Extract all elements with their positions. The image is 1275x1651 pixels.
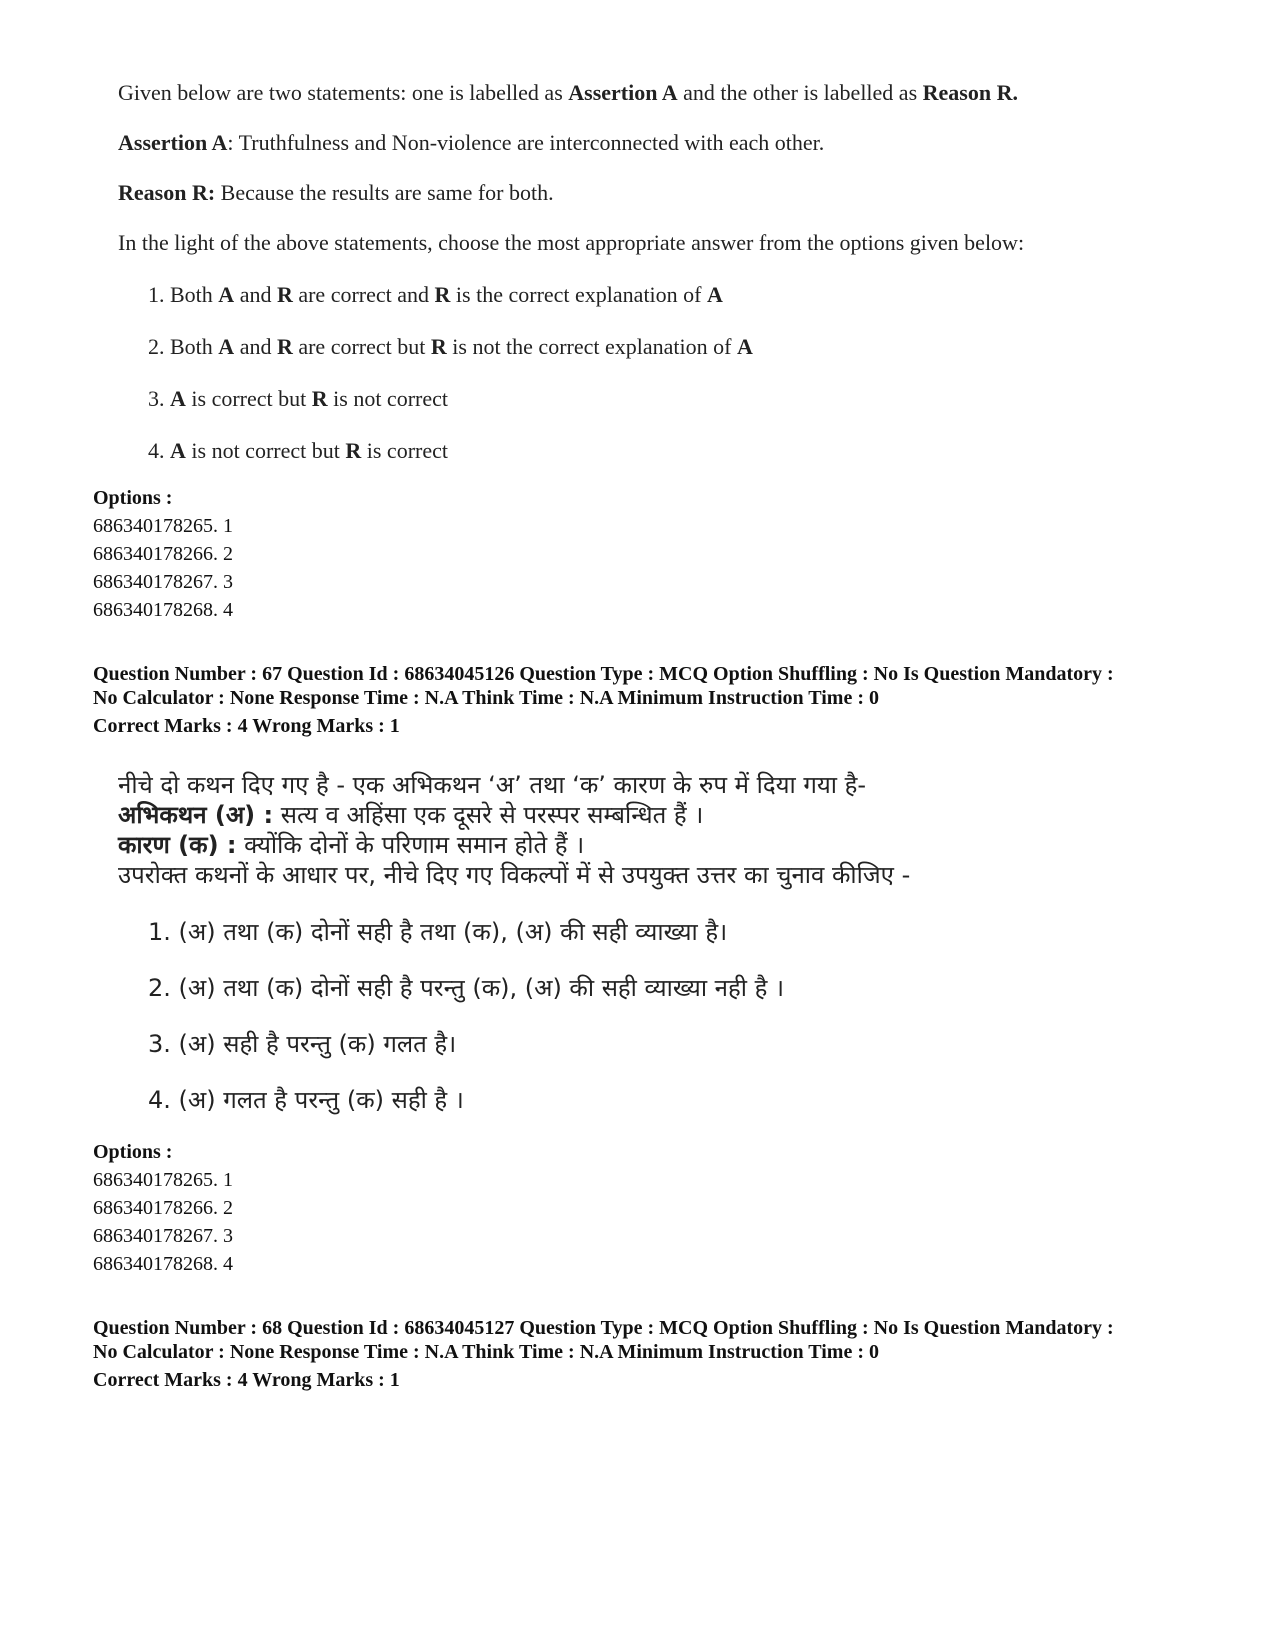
option-id: 686340178265. 1 — [93, 1169, 233, 1191]
option-id: 686340178266. 2 — [93, 1197, 233, 1219]
q66-instruction: In the light of the above statements, choose the most appropriate answer from the options given below: — [118, 230, 1025, 255]
q68-meta-line1: Question Number : 68 Question Id : 68634045127 Question Type : MCQ Option Shuffling : No Is Question Mandatory : — [93, 1317, 1114, 1339]
q67-assertion — [118, 798, 703, 831]
opt-text: is correct but — [185, 386, 312, 411]
q67-option-3: 3. (अ) सही है परन्तु (क) गलत है। — [148, 1030, 457, 1058]
q66-option-1 — [148, 282, 723, 308]
option-id: 686340178268. 4 — [93, 599, 233, 621]
q66-assertion-text: : Truthfulness and Non-violence are interconnected with each other. — [227, 130, 825, 155]
q67-reason-label: कारण (क) : — [118, 831, 237, 859]
opt-text: is not correct — [327, 386, 448, 411]
q67-option-2: 2. (अ) तथा (क) दोनों सही है परन्तु (क), (अ) की सही व्याख्या नही है । — [148, 974, 785, 1002]
option-id: 686340178267. 3 — [93, 571, 233, 593]
opt-bold: R — [430, 334, 447, 359]
opt-bold: A — [170, 438, 186, 463]
opt-bold: R — [311, 386, 328, 411]
opt-text: is correct — [361, 438, 448, 463]
opt-bold: A — [170, 386, 186, 411]
q66-option-2 — [148, 334, 753, 360]
opt-text: is not correct but — [185, 438, 346, 463]
opt-bold: A — [736, 334, 753, 359]
opt-bold: A — [218, 282, 235, 307]
option-id: 686340178267. 3 — [93, 1225, 233, 1247]
q66-option-3 — [148, 386, 448, 412]
opt-bold: R — [434, 282, 451, 307]
opt-text: 4. — [148, 438, 170, 463]
q67-instruction: उपरोक्त कथनों के आधार पर, नीचे दिए गए विकल्पों में से उपयुक्त उत्तर का चुनाव कीजिए - — [118, 861, 911, 889]
opt-text: 2. Both — [148, 334, 219, 359]
q66-reason-text: Because the results are same for both. — [215, 180, 554, 205]
q67-intro: नीचे दो कथन दिए गए है - एक अभिकथन ‘अ’ तथा ‘क’ कारण के रुप में दिया गया है- — [118, 771, 867, 799]
q67-meta-line2: No Calculator : None Response Time : N.A Think Time : N.A Minimum Instruction Time : 0 — [93, 687, 879, 709]
option-id: 686340178268. 4 — [93, 1253, 233, 1275]
q66-intro-prefix: Given below are two statements: one is labelled as — [118, 80, 569, 105]
q66-assertion — [118, 130, 824, 156]
q67-meta-line1: Question Number : 67 Question Id : 68634045126 Question Type : MCQ Option Shuffling : No Is Question Mandatory : — [93, 663, 1114, 685]
opt-text: and — [234, 282, 277, 307]
q66-reason-label: Reason R: — [118, 180, 216, 205]
option-id: 686340178265. 1 — [93, 515, 233, 537]
opt-bold: R — [276, 334, 293, 359]
q66-assertion-label: Assertion A — [118, 130, 228, 155]
q67-marks: Correct Marks : 4 Wrong Marks : 1 — [93, 715, 400, 737]
q66-reason — [118, 180, 554, 206]
opt-bold: A — [218, 334, 235, 359]
opt-bold: R — [276, 282, 293, 307]
q68-marks: Correct Marks : 4 Wrong Marks : 1 — [93, 1369, 400, 1391]
opt-text: is not the correct explanation of — [446, 334, 737, 359]
opt-text: is the correct explanation of — [450, 282, 707, 307]
q66-option-4 — [148, 438, 448, 464]
q67-option-4: 4. (अ) गलत है परन्तु (क) सही है । — [148, 1086, 464, 1114]
opt-bold: A — [707, 282, 723, 307]
q67-reason — [118, 828, 584, 861]
q66-intro-mid: and the other is labelled as — [677, 80, 923, 105]
q68-meta-line2: No Calculator : None Response Time : N.A Think Time : N.A Minimum Instruction Time : 0 — [93, 1341, 879, 1363]
q67-option-1: 1. (अ) तथा (क) दोनों सही है तथा (क), (अ) की सही व्याख्या है। — [148, 918, 728, 946]
opt-text: 1. Both — [148, 282, 219, 307]
options-label: Options : — [93, 1141, 173, 1163]
q66-intro-reason: Reason R. — [922, 80, 1018, 105]
q66-intro — [118, 80, 1018, 106]
opt-text: 3. — [148, 386, 170, 411]
opt-text: are correct but — [292, 334, 431, 359]
opt-bold: R — [345, 438, 362, 463]
q66-intro-assertion: Assertion A — [568, 80, 678, 105]
q67-reason-text: क्योंकि दोनों के परिणाम समान होते हैं । — [236, 831, 585, 859]
option-id: 686340178266. 2 — [93, 543, 233, 565]
q67-assertion-text: सत्य व अहिंसा एक दूसरे से परस्पर सम्बन्धित हैं । — [273, 801, 704, 829]
options-label: Options : — [93, 487, 173, 509]
opt-text: are correct and — [292, 282, 435, 307]
q67-assertion-label: अभिकथन (अ) : — [118, 801, 274, 829]
opt-text: and — [234, 334, 277, 359]
